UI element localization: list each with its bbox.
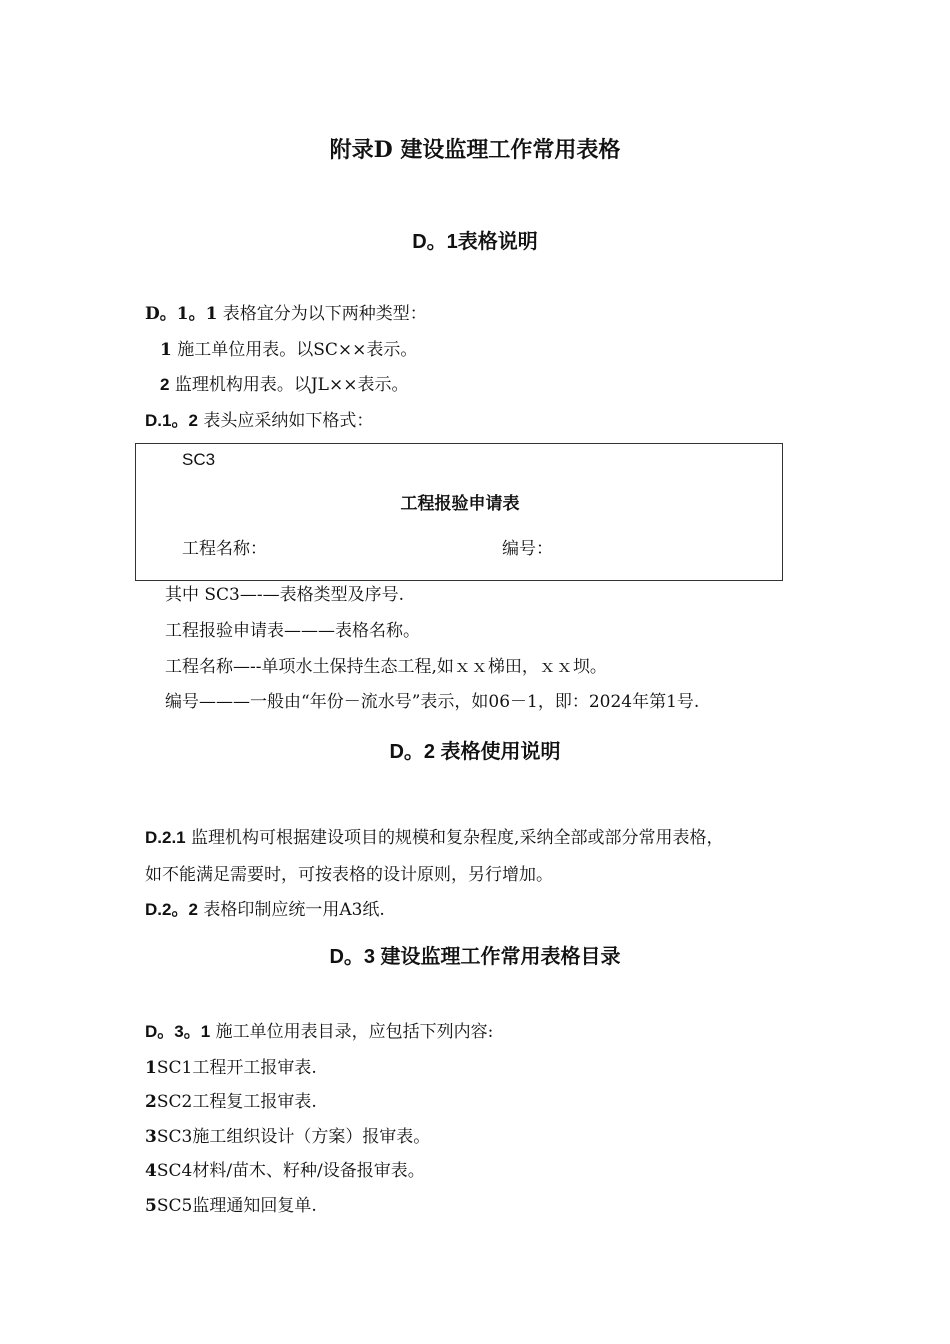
clause-d12 xyxy=(145,410,373,432)
clause-number: D.2.1 xyxy=(145,828,186,847)
list-item xyxy=(160,374,408,396)
list-item xyxy=(145,1091,317,1113)
note-line-4: 编号———一般由“年份－流水号”表示，如06－1，即：2024年第1号. xyxy=(165,692,700,712)
item-text: SC3施工组织设计（方案）报审表。 xyxy=(156,1127,431,1147)
clause-d11 xyxy=(145,303,427,325)
item-number: 1 xyxy=(160,340,172,360)
list-item xyxy=(145,1195,317,1217)
clause-number: D.2。2 xyxy=(145,900,198,919)
item-text: SC2工程复工报审表. xyxy=(156,1092,317,1112)
clause-d22 xyxy=(145,899,385,921)
item-number: 1 xyxy=(145,1058,157,1078)
clause-text: 表格宜分为以下两种类型： xyxy=(217,304,427,324)
clause-text: 表头应采纳如下格式： xyxy=(197,411,374,431)
item-text: SC4材料/苗木、籽种/设备报审表。 xyxy=(156,1161,425,1181)
clause-number: D。3。1 xyxy=(145,1022,211,1041)
item-text: 监理机构用表。以JL××表示。 xyxy=(169,375,409,395)
section-heading-d3: D。3 建设监理工作常用表格目录 xyxy=(329,946,621,968)
note-line-3: 工程名称—--单项水土保持生态工程,如ｘｘ梯田，ｘｘ坝。 xyxy=(165,657,607,677)
note-line-2: 工程报验申请表———表格名称。 xyxy=(165,621,420,641)
section-heading-d1: D。1表格说明 xyxy=(412,231,538,253)
clause-d21-continued: 如不能满足需要时，可按表格的设计原则，另行增加。 xyxy=(145,865,553,885)
item-text: 施工单位用表。以SC××表示。 xyxy=(171,340,418,360)
item-number: 2 xyxy=(160,375,170,394)
clause-text: 施工单位用表目录，应包括下列内容: xyxy=(210,1022,494,1042)
clause-d21 xyxy=(145,827,723,849)
item-number: 2 xyxy=(145,1092,157,1112)
clause-number: D.1。2 xyxy=(145,411,198,430)
item-number: 3 xyxy=(145,1127,157,1147)
list-item xyxy=(145,1160,425,1182)
clause-text: 监理机构可根据建设项目的规模和复杂程度,采纳全部或部分常用表格， xyxy=(185,828,724,848)
item-number: 5 xyxy=(145,1196,157,1216)
appendix-title: 附录D 建设监理工作常用表格 xyxy=(329,137,621,163)
clause-d31 xyxy=(145,1021,493,1043)
number-label: 编号： xyxy=(502,539,553,559)
list-item xyxy=(145,1057,317,1079)
item-number: 4 xyxy=(145,1161,157,1181)
item-text: SC5监理通知回复单. xyxy=(156,1196,317,1216)
item-text: SC1工程开工报审表. xyxy=(156,1058,317,1078)
note-line-1: 其中 SC3—-—表格类型及序号. xyxy=(165,585,405,605)
section-heading-d2: D。2 表格使用说明 xyxy=(389,741,561,763)
list-item xyxy=(160,339,417,361)
form-code: SC3 xyxy=(182,450,216,469)
clause-text: 表格印制应统一用A3纸. xyxy=(197,900,385,920)
clause-number: D。1。1 xyxy=(145,304,218,324)
list-item xyxy=(145,1126,430,1148)
form-title: 工程报验申请表 xyxy=(400,494,520,514)
header-format-sample-box xyxy=(135,443,783,581)
project-name-label: 工程名称： xyxy=(182,539,267,559)
